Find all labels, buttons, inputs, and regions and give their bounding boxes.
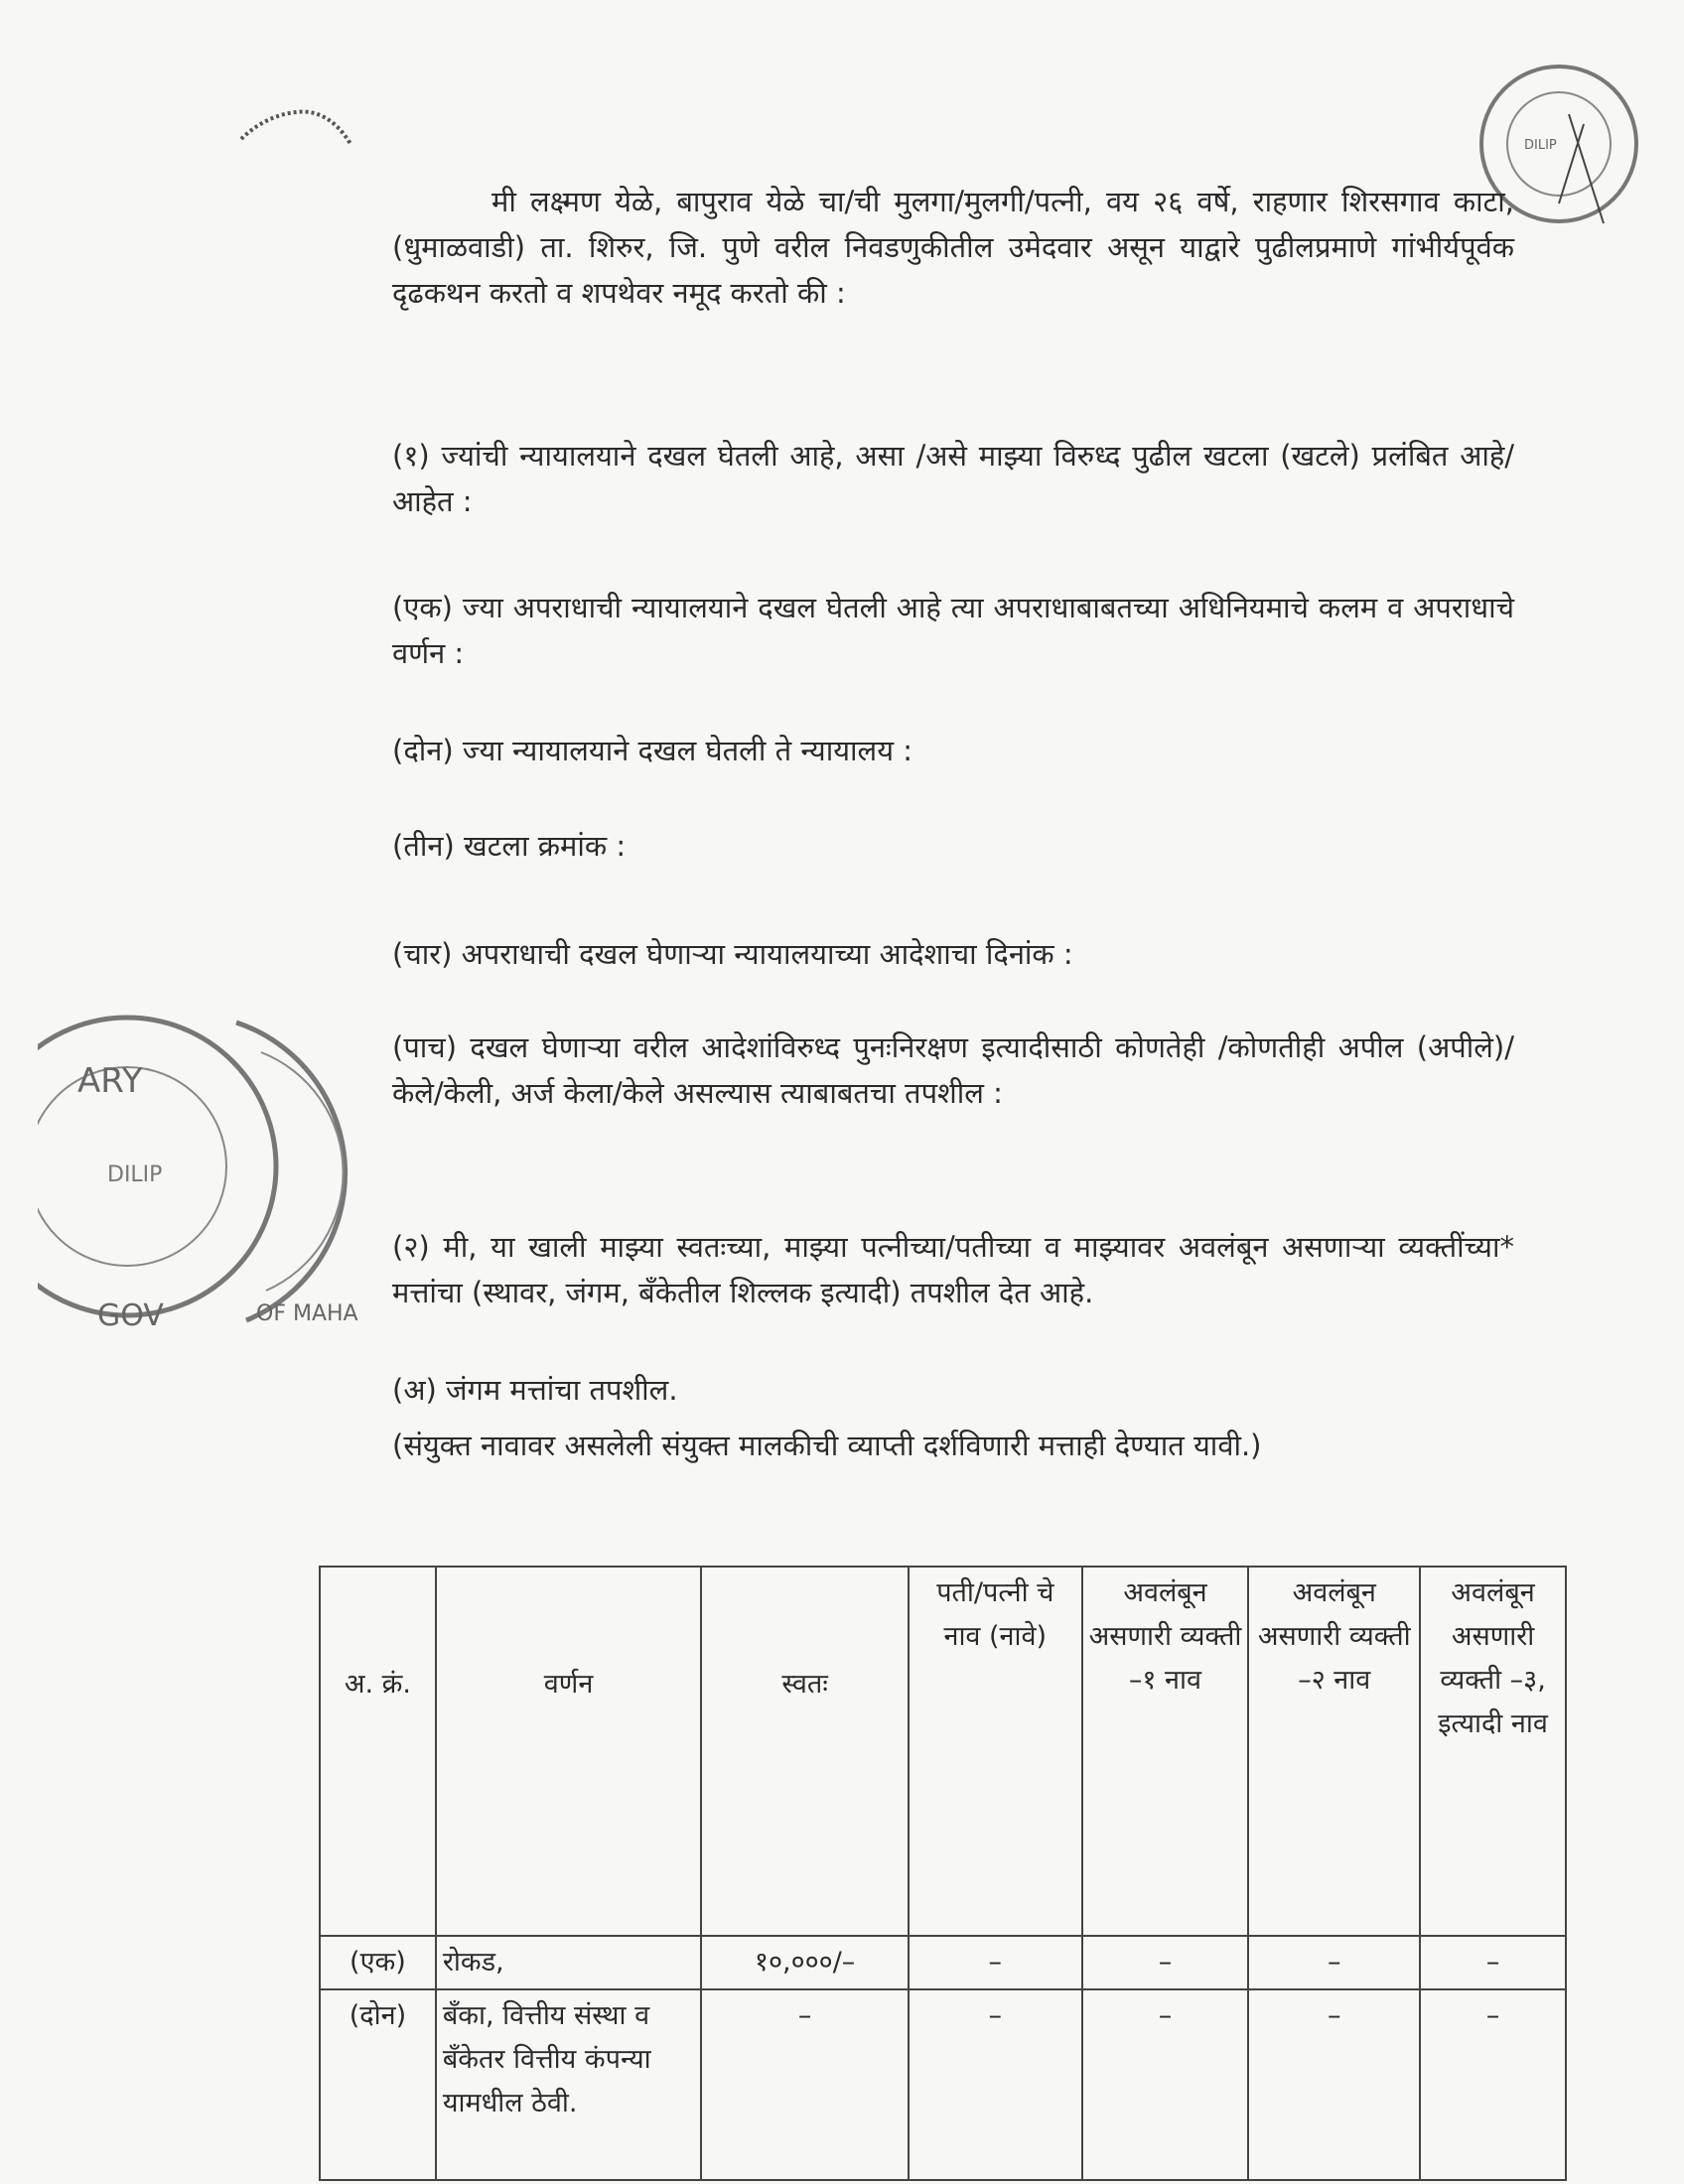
svg-text:DILIP: DILIP [107, 1162, 163, 1187]
cell-self: १०,०००/– [701, 1936, 909, 1989]
svg-text:ARY: ARY [77, 1061, 143, 1101]
item-pach: (पाच) दखल घेणाऱ्या वरील आदेशांविरुध्द पुनःनिरक्षण इत्यादीसाठी कोणतेही /कोणतीही अपील (अपीले)/केले/केली, अर्ज केला/केले असल्यास त्याबाबतचा तपशील : [392, 1030, 1514, 1110]
cell-serial: (एक) [320, 1936, 436, 1989]
item-joint: (संयुक्त नावावर असलेली संयुक्त मालकीची व्याप्ती दर्शविणारी मत्ताही देण्यात यावी.) [392, 1429, 1262, 1462]
cell-description: रोकड, [436, 1936, 701, 1989]
item-don: (दोन) ज्या न्यायालयाने दखल घेतली ते न्यायालय : [392, 734, 913, 767]
intro-rest: राहणार शिरसगाव काटा, (धुमाळवाडी) ता. शिरुर, जि. पुणे वरील निवडणुकीतील उमेदवार असून याद्वारे पुढीलप्रमाणे गांभीर्यपूर्वक दृढकथन करतो व शपथेवर नमूद करतो की : [392, 185, 1514, 310]
item-teen: (तीन) खटला क्रमांक : [392, 829, 627, 863]
header-dependent-3: अवलंबून असणारी व्यक्ती –३, इत्यादी नाव [1420, 1567, 1566, 1936]
movable-assets-table [319, 1566, 1567, 2181]
cell-dependent-3: – [1420, 1989, 1566, 2180]
item-char: (चार) अपराधाची दखल घेणाऱ्या न्यायालयाच्या आदेशाचा दिनांक : [392, 937, 1073, 971]
cell-dependent-1: – [1082, 1989, 1249, 2180]
cell-description: बँका, वित्तीय संस्था व बँकेतर वित्तीय कंपन्या यामधील ठेवी. [436, 1989, 701, 2180]
header-description: वर्णन [436, 1567, 701, 1936]
item-2: (२) मी, या खाली माझ्या स्वतःच्या, माझ्या पत्नीच्या/पतीच्या व माझ्यावर अवलंबून असणाऱ्या व्यक्तींच्या* मत्तांचा (स्थावर, जंगम, बँकेतील शिल्लक इत्यादी) तपशील देत आहे. [392, 1230, 1514, 1309]
cell-dependent-3: – [1420, 1936, 1566, 1989]
table-header-row [320, 1567, 1566, 1936]
item-a: (अ) जंगम मत्तांचा तपशील. [392, 1373, 678, 1407]
svg-text:OF MAHA: OF MAHA [256, 1301, 358, 1326]
cell-spouse: – [909, 1936, 1082, 1989]
cell-dependent-2: – [1248, 1989, 1420, 2180]
intro-line1: मी लक्ष्मण येळे, बापुराव येळे चा/ची मुलगा/मुलगी/पत्नी, वय २६ वर्षे, [491, 185, 1239, 218]
header-self: स्वतः [701, 1567, 909, 1936]
cell-dependent-1: – [1082, 1936, 1249, 1989]
cell-self: – [701, 1989, 909, 2180]
intro-paragraph [392, 179, 1514, 316]
item-1: (१) ज्यांची न्यायालयाने दखल घेतली आहे, असा /असे माझ्या विरुध्द पुढील खटला (खटले) प्रलंबित आहे/आहेत : [392, 439, 1514, 518]
svg-text:GOV: GOV [97, 1298, 164, 1333]
table-row [320, 1989, 1566, 2180]
table-row [320, 1936, 1566, 1989]
header-dependent-1: अवलंबून असणारी व्यक्ती –१ नाव [1082, 1567, 1249, 1936]
svg-text:DILIP: DILIP [1524, 138, 1557, 153]
cell-serial: (दोन) [320, 1989, 436, 2180]
cell-dependent-2: – [1248, 1936, 1420, 1989]
header-dependent-2: अवलंबून असणारी व्यक्ती –२ नाव [1248, 1567, 1420, 1936]
pen-mark [236, 94, 360, 149]
header-serial: अ. क्रं. [320, 1567, 436, 1936]
notary-stamp-left [38, 983, 405, 1360]
cell-spouse: – [909, 1989, 1082, 2180]
item-ek: (एक) ज्या अपराधाची न्यायालयाने दखल घेतली आहे त्या अपराधाबाबतच्या अधिनियमाचे कलम व अपराधाचे वर्णन : [392, 591, 1514, 670]
header-spouse: पती/पत्नी चे नाव (नावे) [909, 1567, 1082, 1936]
